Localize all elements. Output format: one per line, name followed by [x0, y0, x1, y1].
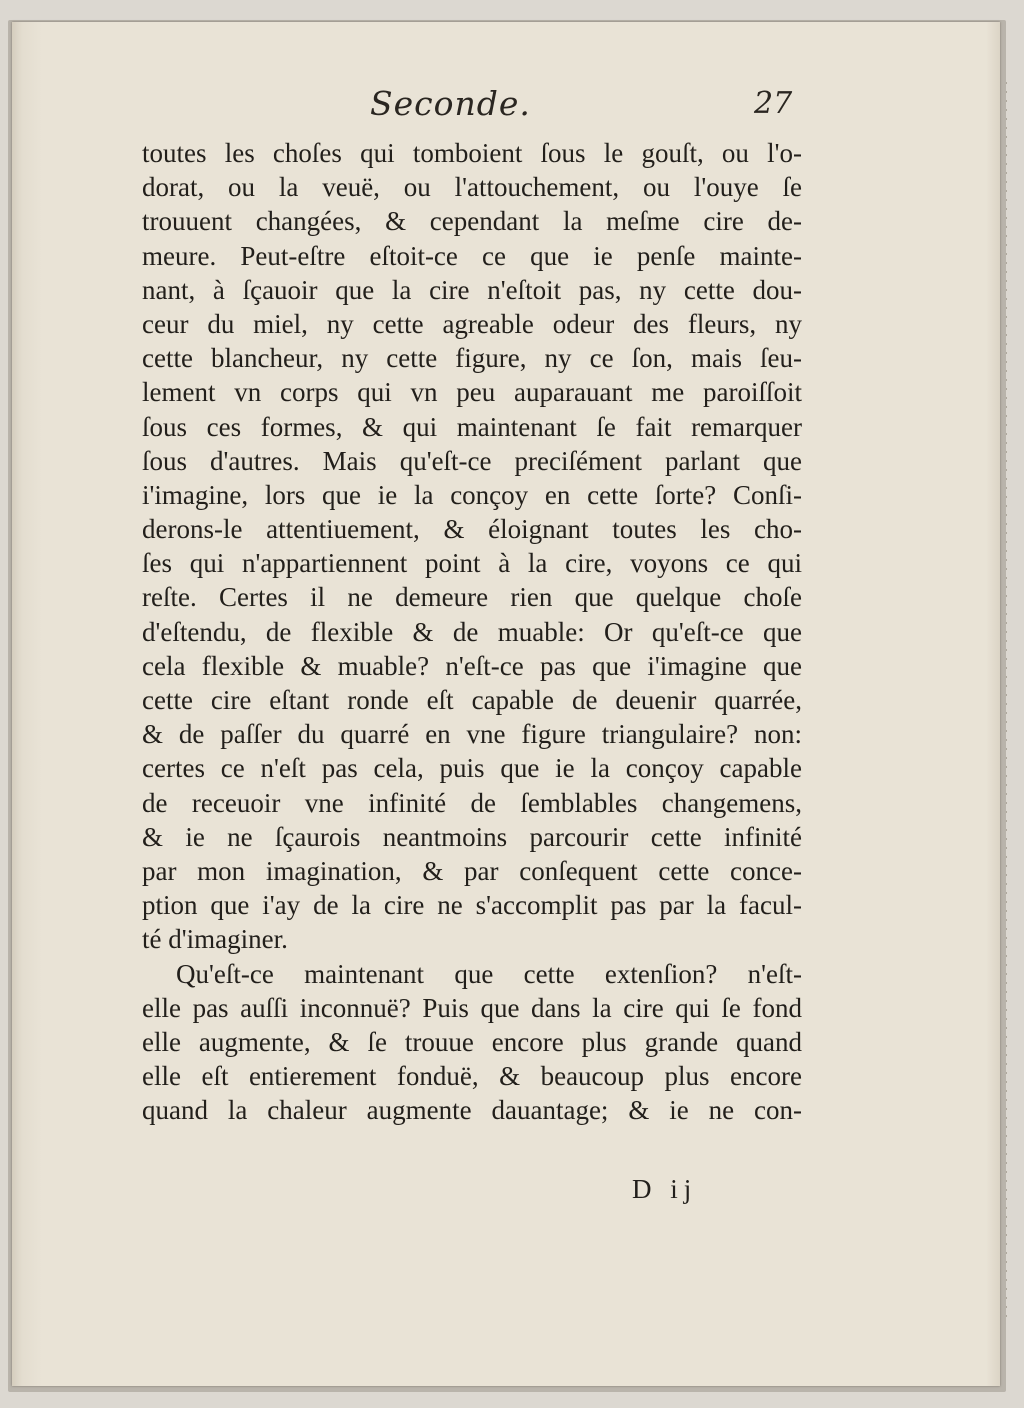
text-line-paragraph-end: té d'imaginer.	[142, 924, 288, 955]
text-line: quand la chaleur augmente dauantage; & ie ne con-	[142, 1095, 802, 1126]
text-line: trouuent changées, & cependant la meſme cire de-	[142, 206, 802, 237]
text-line: dorat, ou la veuë, ou l'attouchement, ou l'ouye ſe	[142, 172, 802, 203]
text-line: reſte. Certes il ne demeure rien que quelque choſe	[142, 582, 802, 613]
body-text	[142, 136, 802, 1127]
text-line: nant, à ſçauoir que la cire n'eſtoit pas, ny cette dou-	[142, 274, 802, 305]
page-edge-dots	[1006, 82, 1007, 1322]
signature-mark: D ij	[632, 1174, 698, 1204]
text-line: derons-le attentiuement, & éloignant toutes les cho-	[142, 514, 802, 545]
text-line: cette blancheur, ny cette figure, ny ce ſon, mais ſeu-	[142, 343, 802, 374]
text-line: i'imagine, lors que ie la conçoy en cette ſorte? Conſi-	[142, 479, 802, 510]
text-line-paragraph-start: Qu'eſt-ce maintenant que cette extenſion? n'eſt-	[176, 958, 802, 989]
text-line: lement vn corps qui vn peu auparauant me paroiſſoit	[142, 377, 802, 408]
running-head-title: Seconde.	[370, 84, 531, 123]
text-line: de receuoir vne infinité de ſemblables changemens,	[142, 787, 802, 818]
page-number: 27	[754, 86, 793, 121]
text-line: ption que i'ay de la cire ne s'accomplit pas par la facul-	[142, 890, 802, 921]
text-line: & ie ne ſçaurois neantmoins parcourir cette infinité	[142, 821, 802, 852]
text-line: certes ce n'eſt pas cela, puis que ie la conçoy capable	[142, 753, 802, 784]
text-line: elle augmente, & ſe trouue encore plus grande quand	[142, 1026, 802, 1057]
text-line: ſous ces formes, & qui maintenant ſe fait remarquer	[142, 411, 802, 442]
text-line: cela flexible & muable? n'eſt-ce pas que i'imagine que	[142, 650, 802, 681]
text-line: meure. Peut-eſtre eſtoit-ce ce que ie penſe mainte-	[142, 240, 802, 271]
text-line: & de paſſer du quarré en vne figure triangulaire? non:	[142, 719, 802, 750]
text-line: ſes qui n'appartiennent point à la cire, voyons ce qui	[142, 548, 802, 579]
text-line: toutes les choſes qui tomboient ſous le gouſt, ou l'o-	[142, 138, 802, 168]
text-line: elle pas auſſi inconnuë? Puis que dans la cire qui ſe fond	[142, 992, 802, 1023]
text-line: d'eſtendu, de flexible & de muable: Or qu'eſt-ce que	[142, 616, 802, 647]
text-line: ſous d'autres. Mais qu'eſt-ce preciſément parlant que	[142, 445, 802, 476]
running-head	[12, 84, 1000, 134]
text-line: cette cire eſtant ronde eſt capable de deuenir quarrée,	[142, 685, 802, 715]
book-page	[12, 22, 1000, 1386]
text-line: elle eſt entierement fonduë, & beaucoup plus encore	[142, 1061, 802, 1092]
text-line: ceur du miel, ny cette agreable odeur des fleurs, ny	[142, 308, 802, 339]
text-line: par mon imagination, & par conſequent cette conce-	[142, 855, 802, 886]
